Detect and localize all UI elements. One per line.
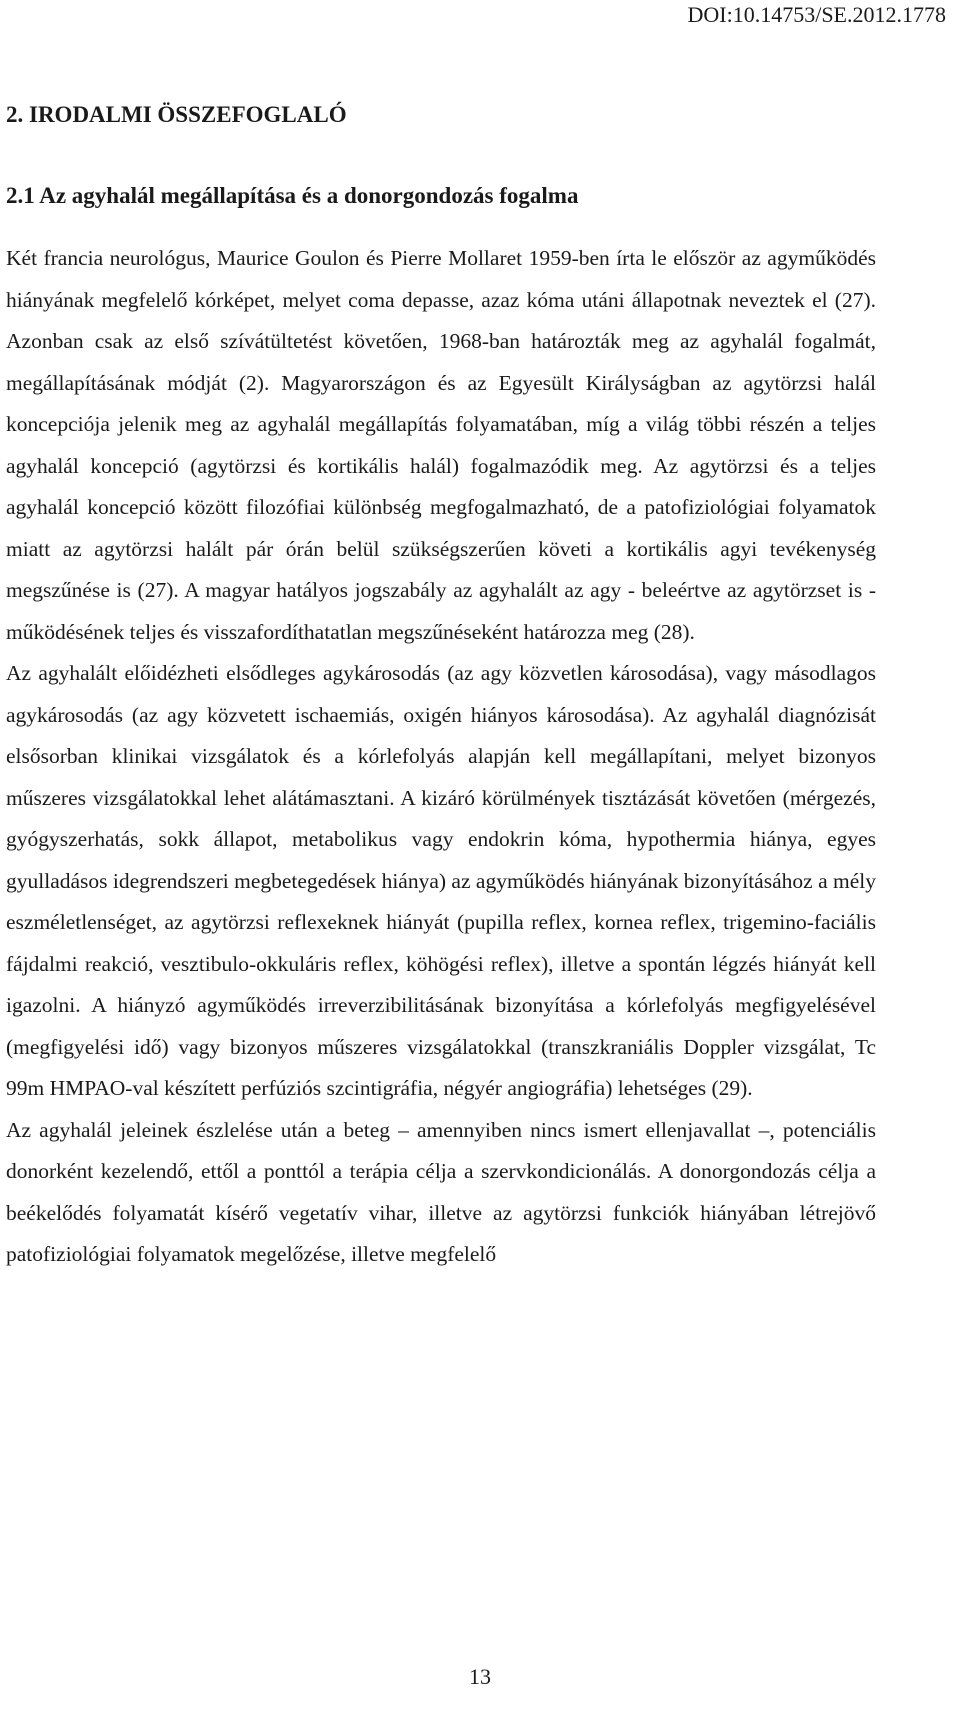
paragraph: Két francia neurológus, Maurice Goulon és Pierre Mollaret 1959-ben írta le először az agyműködés hiányának megfelelő kórképet, melyet coma depasse, azaz kóma utáni állapotnak neveztek el (27). Azonban csak az első szívátültetést követően, 1968-ban határozták meg az agyhalál fogalmát, megállapításának módját (2). Magyarországon és az Egyesült Királyságban az agytörzsi halál koncepciója jelenik meg az agyhalál megállapítás folyamatában, míg a világ többi részén a teljes agyhalál koncepció (agytörzsi és kortikális halál) fogalmazódik meg. Az agytörzsi és a teljes agyhalál koncepció között filozófiai különbség megfogalmazható, de a patofiziológiai folyamatok miatt az agytörzsi halált pár órán belül szükségszerűen követi a kortikális agyi tevékenység megszűnése is (27). A magyar hatályos jogszabály az agyhalált az agy - beleértve az agytörzset is - működésének teljes és visszafordíthatatlan megszűnéseként határozza meg (28).	[6, 246, 876, 644]
paragraph: Az agyhalál jeleinek észlelése után a beteg – amennyiben nincs ismert ellenjavallat –, potenciális donorként kezelendő, ettől a ponttól a terápia célja a szervkondicionálás. A donorgondozás célja a beékelődés folyamatát kísérő vegetatív vihar, illetve az agytörzsi funkciók hiányában létrejövő patofiziológiai folyamatok megelőzése, illetve megfelelő	[6, 1117, 876, 1266]
doi-header: DOI:10.14753/SE.2012.1778	[687, 2, 946, 27]
body-text	[6, 238, 876, 1276]
section-title: 2.1 Az agyhalál megállapítása és a donorgondozás fogalma	[6, 183, 579, 208]
chapter-title: 2. IRODALMI ÖSSZEFOGLALÓ	[6, 102, 347, 127]
page-number: 13	[469, 1664, 491, 1689]
paragraph: Az agyhalált előidézheti elsődleges agykárosodás (az agy közvetlen károsodása), vagy másodlagos agykárosodás (az agy közvetett ischaemiás, oxigén hiányos károsodása). Az agyhalál diagnózisát elsősorban klinikai vizsgálatok és a kórlefolyás alapján kell megállapítani, melyet bizonyos műszeres vizsgálatokkal lehet alátámasztani. A kizáró körülmények tisztázását követően (mérgezés, gyógyszerhatás, sokk állapot, metabolikus vagy endokrin kóma, hypothermia hiánya, egyes gyulladásos idegrendszeri megbetegedések hiánya) az agyműködés hiányának bizonyításához a mély eszméletlenséget, az agytörzsi reflexeknek hiányát (pupilla reflex, kornea reflex, trigemino-faciális fájdalmi reakció, vesztibulo-okkuláris reflex, köhögési reflex), illetve a spontán légzés hiányát kell igazolni. A hiányzó agyműködés irreverzibilitásának bizonyítása a kórlefolyás megfigyelésével (megfigyelési idő) vagy bizonyos műszeres vizsgálatokkal (transzkraniális Doppler vizsgálat, Tc 99m HMPAO-val készített perfúziós szcintigráfia, négyér angiográfia) lehetséges (29).	[6, 661, 876, 1100]
